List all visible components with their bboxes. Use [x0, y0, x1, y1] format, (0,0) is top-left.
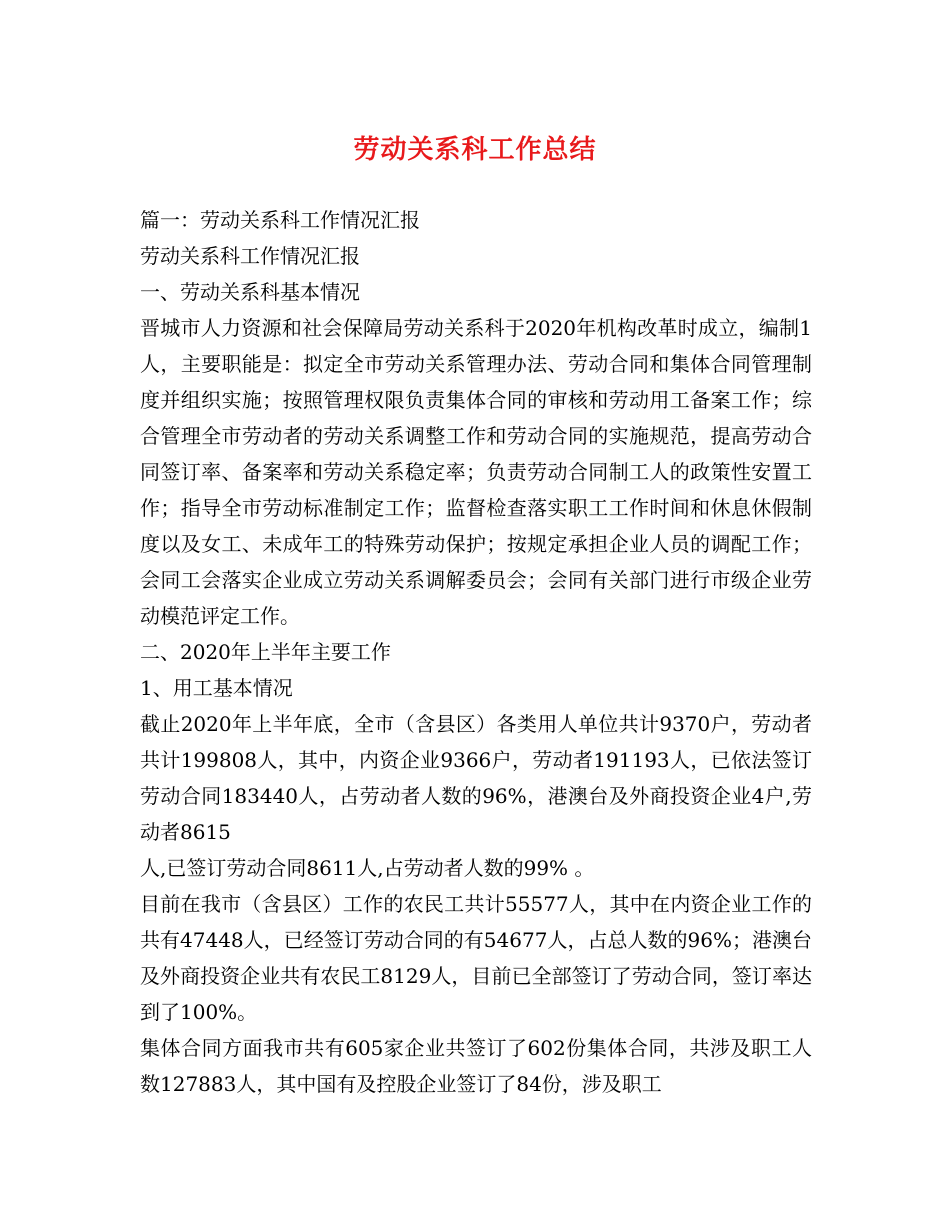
paragraph: 截止2020年上半年底，全市（含县区）各类用人单位共计9370户，劳动者共计199808人，其中，内资企业9366户，劳动者191193人，已依法签订劳动合同183440人，占劳动者人数的96%，港澳台及外商投资企业4户,劳动者8615: [140, 712, 812, 844]
paragraph: 晋城市人力资源和社会保障局劳动关系科于2020年机构改革时成立，编制1人，主要职能是：拟定全市劳动关系管理办法、劳动合同和集体合同管理制度并组织实施；按照管理权限负责集体合同的审核和劳动用工备案工作；综合管理全市劳动者的劳动关系调整工作和劳动合同的实施规范，提高劳动合同签订率、备案率和劳动关系稳定率；负责劳动合同制工人的政策性安置工作；指导全市劳动标准制定工作；监督检查落实职工工作时间和休息休假制度以及女工、未成年工的特殊劳动保护；按规定承担企业人员的调配工作；会同工会落实企业成立劳动关系调解委员会；会同有关部门进行市级企业劳动模范评定工作。: [140, 316, 812, 628]
paragraph: 1、用工基本情况: [140, 676, 293, 700]
paragraph: 集体合同方面我市共有605家企业共签订了602份集体合同，共涉及职工人数127883人，其中国有及控股企业签订了84份，涉及职工: [140, 1036, 812, 1096]
paragraph: 一、劳动关系科基本情况: [140, 280, 360, 304]
document-title: 劳动关系科工作总结: [353, 135, 597, 165]
paragraph: 目前在我市（含县区）工作的农民工共计55577人，其中在内资企业工作的共有47448人，已经签订劳动合同的有54677人，占总人数的96%；港澳台及外商投资企业共有农民工8129人，目前已全部签订了劳动合同，签订率达到了100%。: [140, 892, 812, 1024]
paragraph: 劳动关系科工作情况汇报: [140, 244, 360, 268]
paragraph: 篇一：劳动关系科工作情况汇报: [140, 208, 420, 232]
paragraph: 二、2020年上半年主要工作: [140, 640, 391, 664]
paragraph: 人,已签订劳动合同8611人,占劳动者人数的99% 。: [140, 856, 595, 880]
document-body: [140, 202, 812, 1102]
